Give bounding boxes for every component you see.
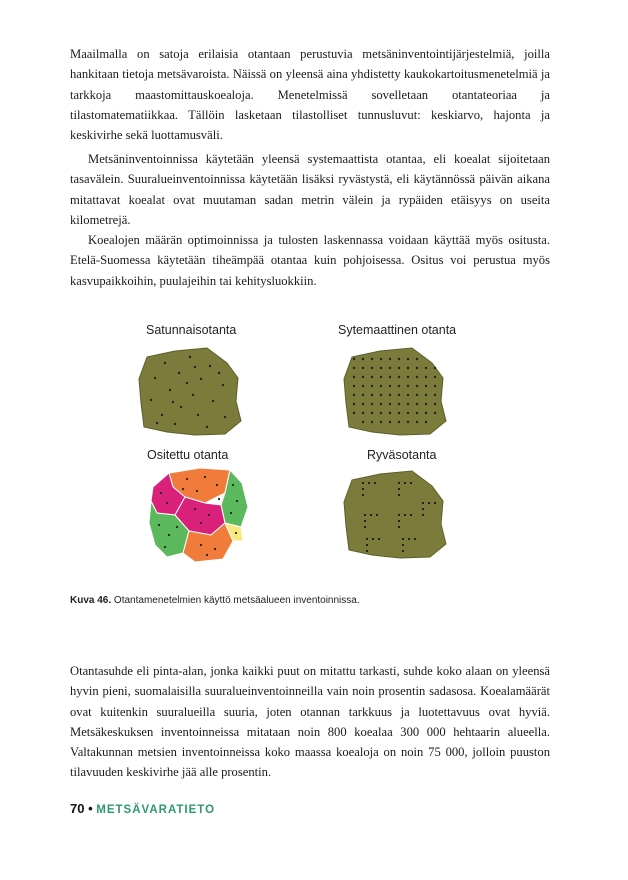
sample-plot (371, 403, 373, 405)
sample-plot (407, 421, 409, 423)
sample-plot (362, 403, 364, 405)
paragraph-3: Koealojen määrän optimoinnissa ja tulosten laskennassa voidaan käyttää myös ositusta. Etelä-Suomessa käytetään tiheämpää otantaa kuin pohjoisessa. Ositus voi perustua myös kasvupaikkoihin, puulajeihin tai kehitysluokkiin. (70, 233, 550, 288)
sample-plot (389, 421, 391, 423)
panel-title-cluster: Ryväsotanta (367, 448, 437, 462)
sample-plot (434, 412, 436, 414)
sample-plot (362, 358, 364, 360)
cluster-plot (366, 544, 368, 546)
sample-plot (434, 385, 436, 387)
sample-plot (416, 376, 418, 378)
sample-plot (353, 412, 355, 414)
sample-plot (353, 394, 355, 396)
cluster-plot (364, 514, 366, 516)
cluster-plot (422, 502, 424, 504)
cluster-plot (422, 514, 424, 516)
panel-title-systematic: Sytemaattinen otanta (338, 323, 457, 337)
sample-plot (362, 421, 364, 423)
cluster-sampling-map (340, 468, 455, 563)
cluster-plot (362, 482, 364, 484)
sample-plot (362, 385, 364, 387)
sample-plot (371, 385, 373, 387)
cluster-plot (408, 538, 410, 540)
sample-plot (362, 412, 364, 414)
cluster-plot (398, 514, 400, 516)
sample-plot (371, 376, 373, 378)
sample-plot (425, 367, 427, 369)
sample-plot (371, 367, 373, 369)
cluster-plot (404, 482, 406, 484)
sample-plot (353, 385, 355, 387)
cluster-plot (362, 488, 364, 490)
forest-area (139, 348, 241, 435)
sample-plot (380, 376, 382, 378)
sample-plot (416, 394, 418, 396)
sample-plot (398, 421, 400, 423)
cluster-plot (428, 502, 430, 504)
sample-plot (371, 412, 373, 414)
cluster-plot (402, 538, 404, 540)
sample-plot (398, 385, 400, 387)
sample-plot (416, 358, 418, 360)
cluster-plot (398, 482, 400, 484)
page-number: 70 (70, 801, 85, 816)
sample-plot (380, 385, 382, 387)
sample-plot (380, 412, 382, 414)
sample-plot (389, 367, 391, 369)
cluster-plot (422, 508, 424, 510)
sample-plot (434, 367, 436, 369)
sample-plot (389, 394, 391, 396)
sample-plot (434, 376, 436, 378)
cluster-plot (366, 538, 368, 540)
sample-plot (425, 385, 427, 387)
paragraph-1: Maailmalla on satoja erilaisia otantaan perustuvia metsäninventointijärjestelmiä, joilla hankitaan tietoja metsävaroista. Näissä on yleensä aina yhdistetty kaukokartoitusmenetelmiä ja tarkkoja maastomittauskoealoja. Menetelmissä sovelletaan otantateoriaa ja tilastomatematiikkaa. Tällöin lasketaan tilastolliset tunnusluvut: keskiarvo, hajonta ja keskivirhe sekä luottamusväli. (70, 47, 550, 143)
sample-plot (371, 358, 373, 360)
sample-plot (407, 376, 409, 378)
cluster-plot (378, 538, 380, 540)
sample-plot (353, 403, 355, 405)
sample-plot (425, 403, 427, 405)
sample-plot (398, 358, 400, 360)
sample-plot (380, 394, 382, 396)
cluster-plot (374, 482, 376, 484)
sample-plot (425, 376, 427, 378)
sample-plot (389, 403, 391, 405)
cluster-plot (372, 538, 374, 540)
sample-plot (353, 367, 355, 369)
stratified-sampling-map (145, 465, 250, 565)
forest-area (344, 348, 446, 435)
cluster-plot (398, 520, 400, 522)
sample-plot (398, 376, 400, 378)
random-sampling-map (135, 345, 250, 440)
sample-plot (416, 385, 418, 387)
paragraph-4: Otantasuhde eli pinta-alan, jonka kaikki puut on mitattu tarkasti, suhde koko alaan on yleensä hyvin pieni, suomalaisilla suuralueinventoinneilla vain noin prosentin sadasosa. Koealamäärät ovat kuitenkin suuralueilla suuria, joten otannan tarkkuus ja luotettavuus ovat hyviä. Metsäkeskuksen inventoinneissa mitataan noin 800 koealaa 300 000 hehtaarin alueella. Valtakunnan metsien inventoinneissa koko maassa koealoja on noin 75 000, jolloin puuston tilavuuden keskivirhe jää alle prosentin. (70, 664, 550, 780)
caption-text: Otantamenetelmien käyttö metsäalueen inventoinnissa. (113, 595, 360, 606)
sample-plot (380, 403, 382, 405)
cluster-plot (370, 514, 372, 516)
cluster-plot (414, 538, 416, 540)
cluster-plot (410, 514, 412, 516)
cluster-plot (362, 494, 364, 496)
systematic-sampling-map (340, 345, 455, 440)
sample-plot (362, 367, 364, 369)
sample-plot (389, 358, 391, 360)
sample-plot (434, 394, 436, 396)
sample-plot (425, 412, 427, 414)
sample-plot (416, 421, 418, 423)
sample-plot (407, 412, 409, 414)
sample-plot (398, 403, 400, 405)
cluster-plot (376, 514, 378, 516)
sample-plot (407, 358, 409, 360)
cluster-plot (366, 550, 368, 552)
cluster-plot (402, 544, 404, 546)
sample-plot (407, 385, 409, 387)
cluster-plot (368, 482, 370, 484)
panel-title-stratified: Ositettu otanta (147, 448, 229, 462)
page-footer (70, 801, 215, 816)
figure-caption (70, 595, 360, 606)
sample-plot (362, 394, 364, 396)
sample-plot (434, 403, 436, 405)
cluster-plot (398, 494, 400, 496)
sample-plot (425, 394, 427, 396)
sample-plot (353, 358, 355, 360)
cluster-plot (404, 514, 406, 516)
sample-plot (425, 421, 427, 423)
panel-title-random: Satunnaisotanta (146, 323, 237, 337)
sample-plot (380, 358, 382, 360)
sample-plot (380, 367, 382, 369)
sample-plot (416, 403, 418, 405)
sample-plot (371, 394, 373, 396)
forest-area (344, 471, 446, 558)
sample-plot (416, 367, 418, 369)
sample-plot (380, 421, 382, 423)
sample-plot (398, 367, 400, 369)
sample-plot (389, 385, 391, 387)
cluster-plot (398, 488, 400, 490)
footer-bullet: • (88, 801, 93, 816)
sample-plot (407, 394, 409, 396)
paragraph-2: Metsäninventoinnissa käytetään yleensä systemaattista otantaa, eli koealat sijoitetaan tasavälein. Suuralueinventoinnissa käytetään lisäksi ryvästystä, eli käytännössä päivän aikana mitattavat koealat ovat muutaman sadan metrin välein ja rypäiden etäisyys on useita kilometrejä. (70, 152, 550, 227)
cluster-plot (364, 520, 366, 522)
cluster-plot (398, 526, 400, 528)
sample-plot (398, 412, 400, 414)
sample-plot (407, 403, 409, 405)
sample-plot (416, 412, 418, 414)
sample-plot (362, 376, 364, 378)
sample-plot (371, 421, 373, 423)
caption-label: Kuva 46. (70, 595, 112, 606)
cluster-plot (364, 526, 366, 528)
cluster-plot (410, 482, 412, 484)
sample-plot (353, 376, 355, 378)
cluster-plot (402, 550, 404, 552)
sample-plot (389, 412, 391, 414)
sample-plot (398, 394, 400, 396)
section-title: METSÄVARATIETO (96, 804, 216, 816)
sample-plot (407, 367, 409, 369)
cluster-plot (434, 502, 436, 504)
sample-plot (389, 376, 391, 378)
